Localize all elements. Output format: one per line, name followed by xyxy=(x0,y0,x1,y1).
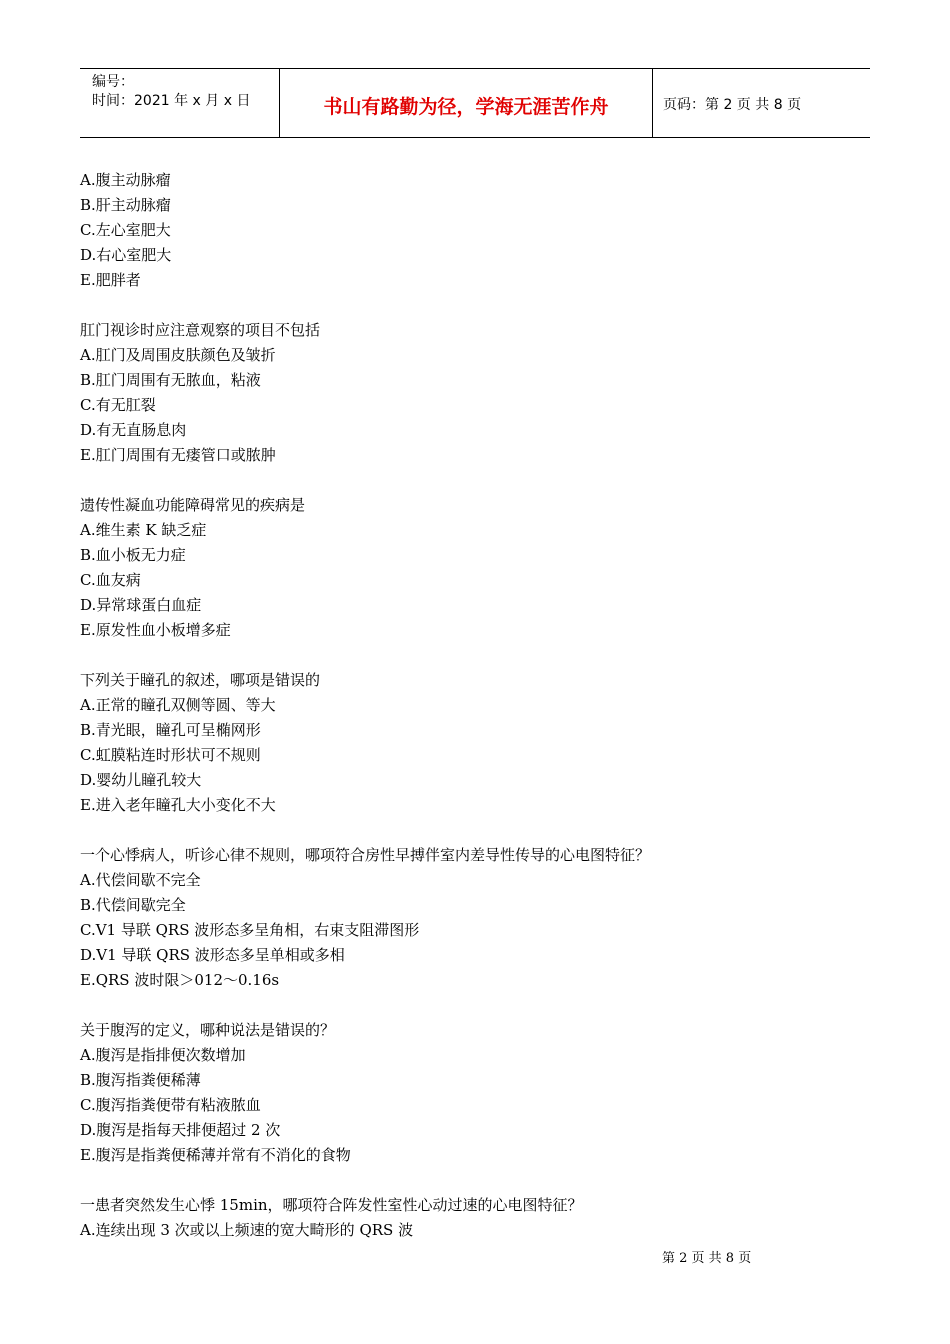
header-motto: 书山有路勤为径，学海无涯苦作舟 xyxy=(280,69,653,137)
option-line: B.代偿间歇完全 xyxy=(80,896,186,914)
option-line: A.正常的瞳孔双侧等圆、等大 xyxy=(80,696,276,714)
page-header xyxy=(80,68,870,138)
option-line: B.肝主动脉瘤 xyxy=(80,196,171,214)
question-stem: 下列关于瞳孔的叙述，哪项是错误的 xyxy=(80,671,321,689)
question-stem: 一个心悸病人，听诊心律不规则，哪项符合房性早搏伴室内差导性传导的心电图特征？ xyxy=(80,846,651,864)
option-line: A.肛门及周围皮肤颜色及皱折 xyxy=(80,346,276,364)
question-block xyxy=(80,668,870,818)
option-line: E.肥胖者 xyxy=(80,271,141,289)
option-line: B.肛门周围有无脓血，粘液 xyxy=(80,371,261,389)
option-line: E.QRS 波时限＞012～0.16s xyxy=(80,971,280,989)
question-block xyxy=(80,493,870,643)
option-line: C.血友病 xyxy=(80,571,141,589)
question-content xyxy=(80,168,870,1243)
option-line: A.代偿间歇不完全 xyxy=(80,871,201,889)
question-block xyxy=(80,1193,870,1243)
option-line: C.V1 导联 QRS 波形态多呈角相，右束支阻滞图形 xyxy=(80,921,420,939)
header-page-info: 页码：第 2 页 共 8 页 xyxy=(663,97,802,113)
question-stem: 一患者突然发生心悸 15min，哪项符合阵发性室性心动过速的心电图特征？ xyxy=(80,1196,583,1214)
option-line: D.婴幼儿瞳孔较大 xyxy=(80,771,202,789)
option-line: B.腹泻指粪便稀薄 xyxy=(80,1071,201,1089)
option-line: E.原发性血小板增多症 xyxy=(80,621,231,639)
top-options-block xyxy=(80,168,870,293)
option-line: B.青光眼，瞳孔可呈椭网形 xyxy=(80,721,261,739)
option-line: C.有无肛裂 xyxy=(80,396,156,414)
question-stem: 肛门视诊时应注意观察的项目不包括 xyxy=(80,321,321,339)
option-line: B.血小板无力症 xyxy=(80,546,186,564)
question-stem: 关于腹泻的定义，哪种说法是错误的？ xyxy=(80,1021,336,1039)
number-label: 编号： xyxy=(92,74,134,90)
option-line: A.腹主动脉瘤 xyxy=(80,171,171,189)
option-line: E.肛门周围有无瘘管口或脓肿 xyxy=(80,446,276,464)
page-footer: 第 2 页 共 8 页 xyxy=(662,1251,752,1266)
option-line: C.腹泻指粪便带有粘液脓血 xyxy=(80,1096,261,1114)
question-block xyxy=(80,1018,870,1168)
option-line: C.虹膜粘连时形状可不规则 xyxy=(80,746,261,764)
option-line: A.腹泻是指排便次数增加 xyxy=(80,1046,246,1064)
header-meta xyxy=(80,69,280,137)
option-line: D.V1 导联 QRS 波形态多呈单相或多相 xyxy=(80,946,345,964)
option-line: D.异常球蛋白血症 xyxy=(80,596,202,614)
option-line: A.维生素 K 缺乏症 xyxy=(80,521,207,539)
option-line: E.进入老年瞳孔大小变化不大 xyxy=(80,796,276,814)
option-line: D.右心室肥大 xyxy=(80,246,172,264)
option-line: C.左心室肥大 xyxy=(80,221,171,239)
option-line: E.腹泻是指粪便稀薄并常有不消化的食物 xyxy=(80,1146,351,1164)
option-line: D.腹泻是指每天排便超过 2 次 xyxy=(80,1121,281,1139)
question-stem: 遗传性凝血功能障碍常见的疾病是 xyxy=(80,496,306,514)
question-block xyxy=(80,318,870,468)
option-line: D.有无直肠息肉 xyxy=(80,421,187,439)
option-line: A.连续出现 3 次或以上频速的宽大畸形的 QRS 波 xyxy=(80,1221,414,1239)
date-label: 时间：2021 年 x 月 x 日 xyxy=(92,93,251,109)
question-block xyxy=(80,843,870,993)
